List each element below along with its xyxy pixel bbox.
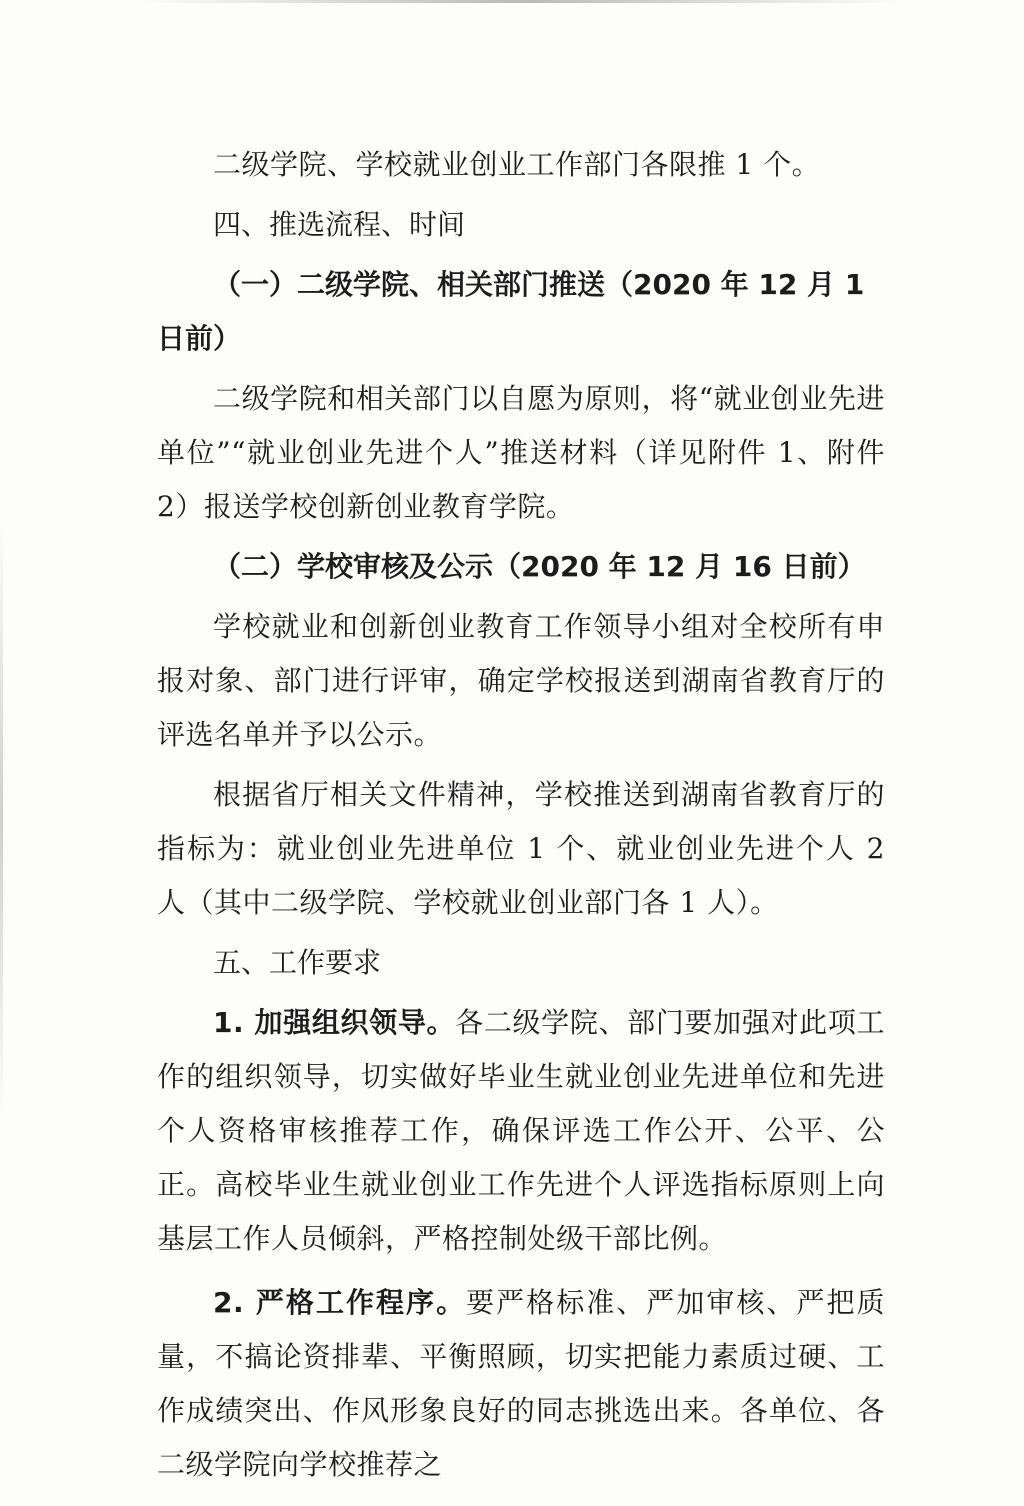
paragraph-step-2: 学校就业和创新创业教育工作领导小组对全校所有申报对象、部门进行评审，确定学校报送到湖南省教育厅的评选名单并予以公示。 (157, 610, 885, 751)
document-body (157, 138, 885, 1492)
paragraph-requirement-2 (157, 1276, 885, 1492)
subheading-step-2: （二）学校审核及公示（2020 年 12 月 16 日前） (213, 550, 866, 583)
requirement-1-lead: 1. 加强组织领导。 (213, 1006, 456, 1039)
paragraph-step-1: 二级学院和相关部门以自愿为原则，将“就业创业先进单位”“就业创业先进个人”推送材料（详见附件 1、附件 2）报送学校创新创业教育学院。 (157, 382, 885, 523)
section-heading-5: 五、工作要求 (213, 946, 382, 979)
paragraph-requirement-1 (157, 996, 885, 1266)
scan-edge-left (0, 520, 3, 1120)
section-heading-4: 四、推选流程、时间 (213, 208, 466, 241)
paragraph-quota: 二级学院、学校就业创业工作部门各限推 1 个。 (213, 148, 821, 181)
subheading-step-1: （一）二级学院、相关部门推送（2020 年 12 月 1 日前） (157, 268, 865, 355)
paragraph-quota-detail: 根据省厅相关文件精神，学校推送到湖南省教育厅的指标为：就业创业先进单位 1 个、就业创业先进个人 2 人（其中二级学院、学校就业创业部门各 1 人）。 (157, 778, 885, 919)
requirement-1-text: 各二级学院、部门要加强对此项工作的组织领导，切实做好毕业生就业创业先进单位和先进个人资格审核推荐工作，确保评选工作公开、公平、公正。高校毕业生就业创业工作先进个人评选指标原则上向基层工作人员倾斜，严格控制处级干部比例。 (157, 1006, 885, 1255)
scan-edge-top (140, 0, 904, 3)
requirement-2-lead: 2. 严格工作程序。 (213, 1286, 467, 1319)
requirement-2-text: 要严格标准、严加审核、严把质量，不搞论资排辈、平衡照顾，切实把能力素质过硬、工作成绩突出、作风形象良好的同志挑选出来。各单位、各二级学院向学校推荐之 (157, 1286, 885, 1481)
